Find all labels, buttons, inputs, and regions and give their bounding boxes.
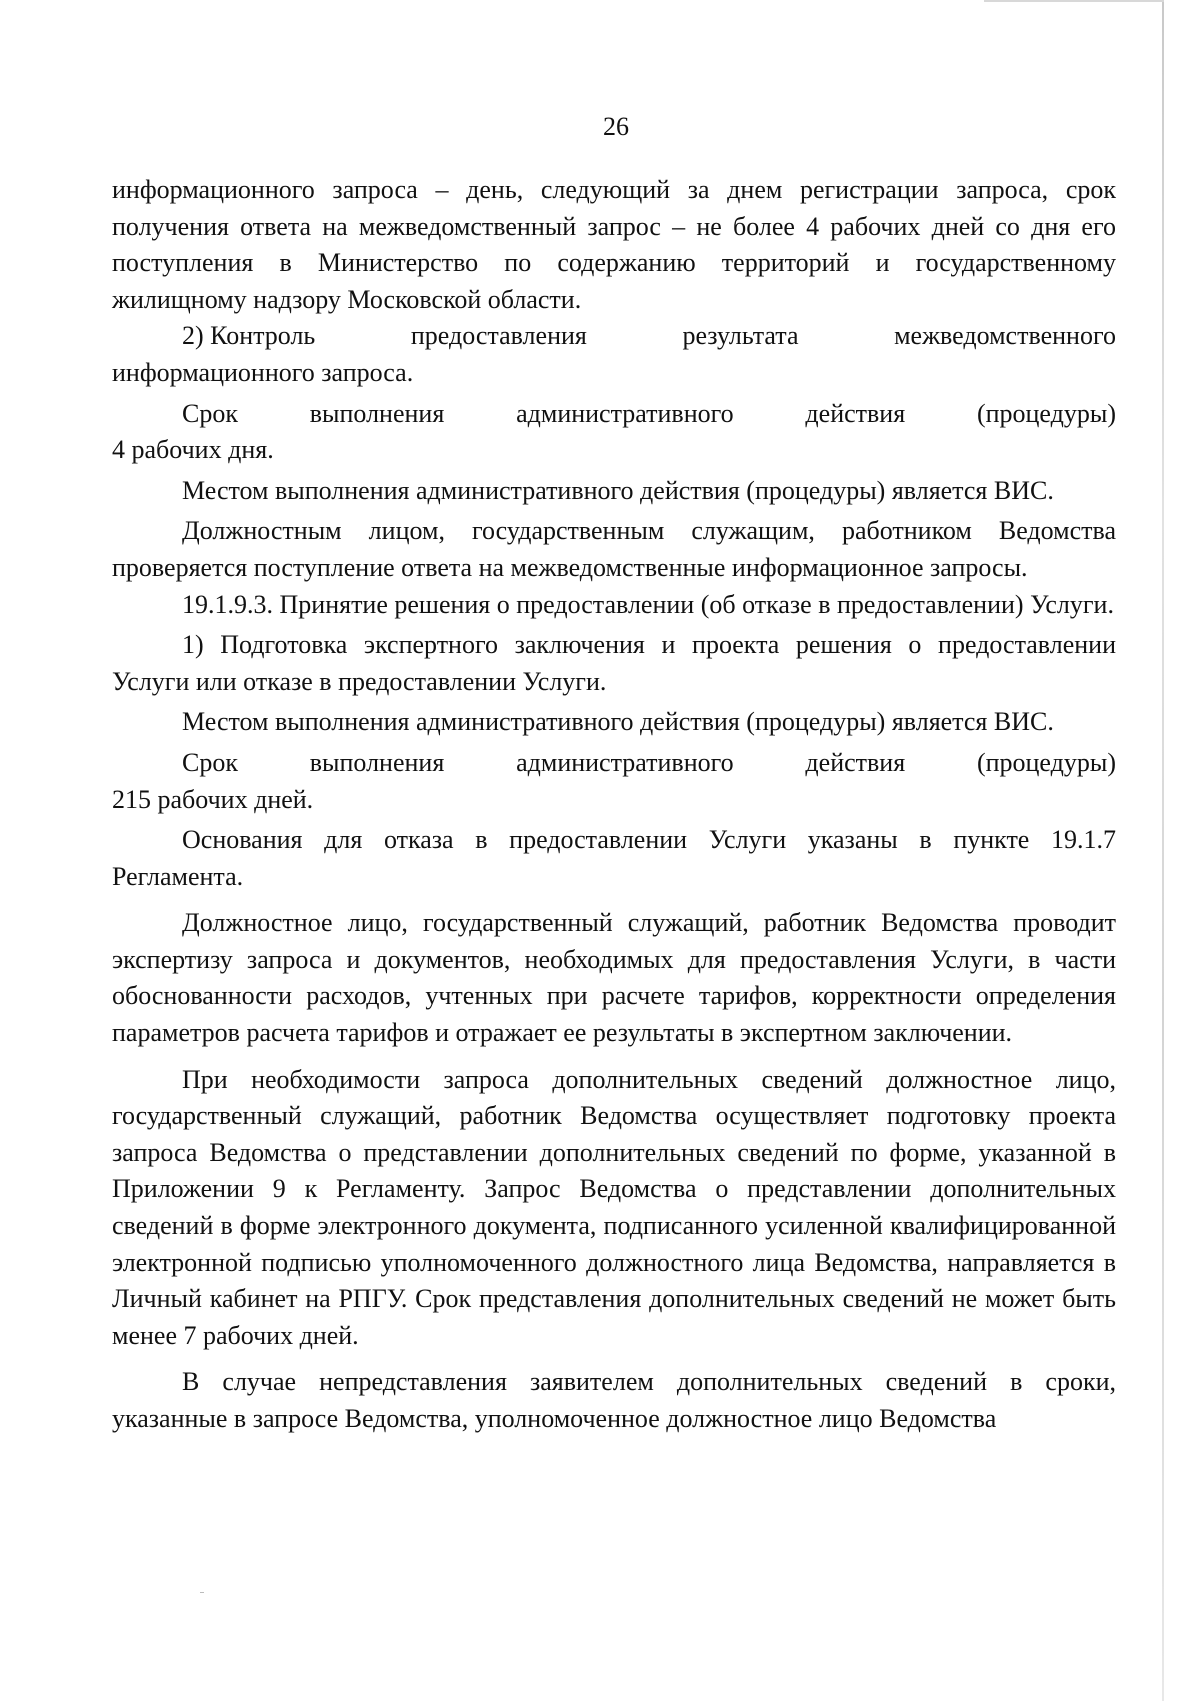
scan-speck bbox=[200, 1592, 204, 1593]
paragraph-11: Должностное лицо, государственный служащий, работник Ведомства проводит экспертизу запроса и документов, необходимых для предоставления Услуги, в части обоснованности расходов, учтенных при расчете тарифов, корректности определения параметров расчета тарифов и отражает ее результаты в экспертном заключении. bbox=[112, 908, 1116, 1048]
p3-word-2: выполнения bbox=[309, 398, 445, 428]
paragraph-5: Должностным лицом, государственным служащим, работником Ведомства проверяется поступление ответа на межведомственные информационное запросы. bbox=[112, 516, 1116, 582]
paragraph-9-tail: 215 рабочих дней. bbox=[112, 784, 314, 814]
p2-word-2: предоставления bbox=[410, 321, 587, 351]
p2-word-4: межведомственного bbox=[894, 321, 1116, 351]
p9-word-1: Срок bbox=[182, 747, 238, 777]
p3-word-1: Срок bbox=[182, 398, 238, 428]
p9-word-4: действия bbox=[805, 747, 906, 777]
p9-word-3: административного bbox=[516, 747, 734, 777]
paragraph-13: В случае непредставления заявителем дополнительных сведений в сроки, указанные в запросе Ведомства, уполномоченное должностное лицо Ведомства bbox=[112, 1367, 1116, 1433]
scan-edge-top-line bbox=[984, 0, 1164, 2]
paragraph-10: Основания для отказа в предоставлении Услуги указаны в пункте 19.1.7 Регламента. bbox=[112, 825, 1116, 891]
paragraph-12: При необходимости запроса дополнительных сведений должностное лицо, государственный служащий, работник Ведомства осуществляет подготовку проекта запроса Ведомства о представлении дополнительных сведений по форме, указанной в Приложении 9 к Регламенту. Запрос Ведомства о представлении дополнительных сведений в форме электронного документа, подписанного усиленной квалифицированной электронной подписью уполномоченного должностного лица Ведомства, направляется в Личный кабинет на РПГУ. Срок представления дополнительных сведений не может быть менее 7 рабочих дней. bbox=[112, 1064, 1116, 1350]
p3-word-5: (процедуры) bbox=[976, 398, 1116, 428]
paragraph-7: 1) Подготовка экспертного заключения и проекта решения о предоставлении Услуги или отказе в предоставлении Услуги. bbox=[112, 630, 1116, 696]
paragraph-3-line-1 bbox=[112, 396, 1116, 433]
p3-word-3: административного bbox=[516, 398, 734, 428]
p2-word-3: результата bbox=[682, 321, 799, 351]
paragraph-2-line-1 bbox=[112, 318, 1116, 355]
p3-word-4: действия bbox=[805, 398, 906, 428]
paragraph-4: Местом выполнения административного действия (процедуры) является ВИС. bbox=[182, 475, 1054, 505]
p2-word-1: 2) Контроль bbox=[182, 321, 316, 351]
document-body bbox=[112, 172, 1116, 1438]
paragraph-2-tail: информационного запроса. bbox=[112, 357, 414, 387]
scan-edge-line bbox=[1162, 0, 1164, 1701]
paragraph-3-tail: 4 рабочих дня. bbox=[112, 435, 274, 465]
paragraph-9-line-1 bbox=[112, 745, 1116, 782]
p9-word-5: (процедуры) bbox=[976, 747, 1116, 777]
paragraph-1: информационного запроса – день, следующий за днем регистрации запроса, срок получения ответа на межведомственный запрос – не более 4 рабочих дней со дня его поступления в Министерство по содержанию территорий и государственному жилищному надзору Московской области. bbox=[112, 175, 1116, 314]
page-number: 26 bbox=[603, 112, 629, 141]
paragraph-6: 19.1.9.3. Принятие решения о предоставлении (об отказе в предоставлении) Услуги. bbox=[182, 589, 1114, 619]
paragraph-8: Местом выполнения административного действия (процедуры) является ВИС. bbox=[182, 707, 1054, 737]
p9-word-2: выполнения bbox=[309, 747, 445, 777]
